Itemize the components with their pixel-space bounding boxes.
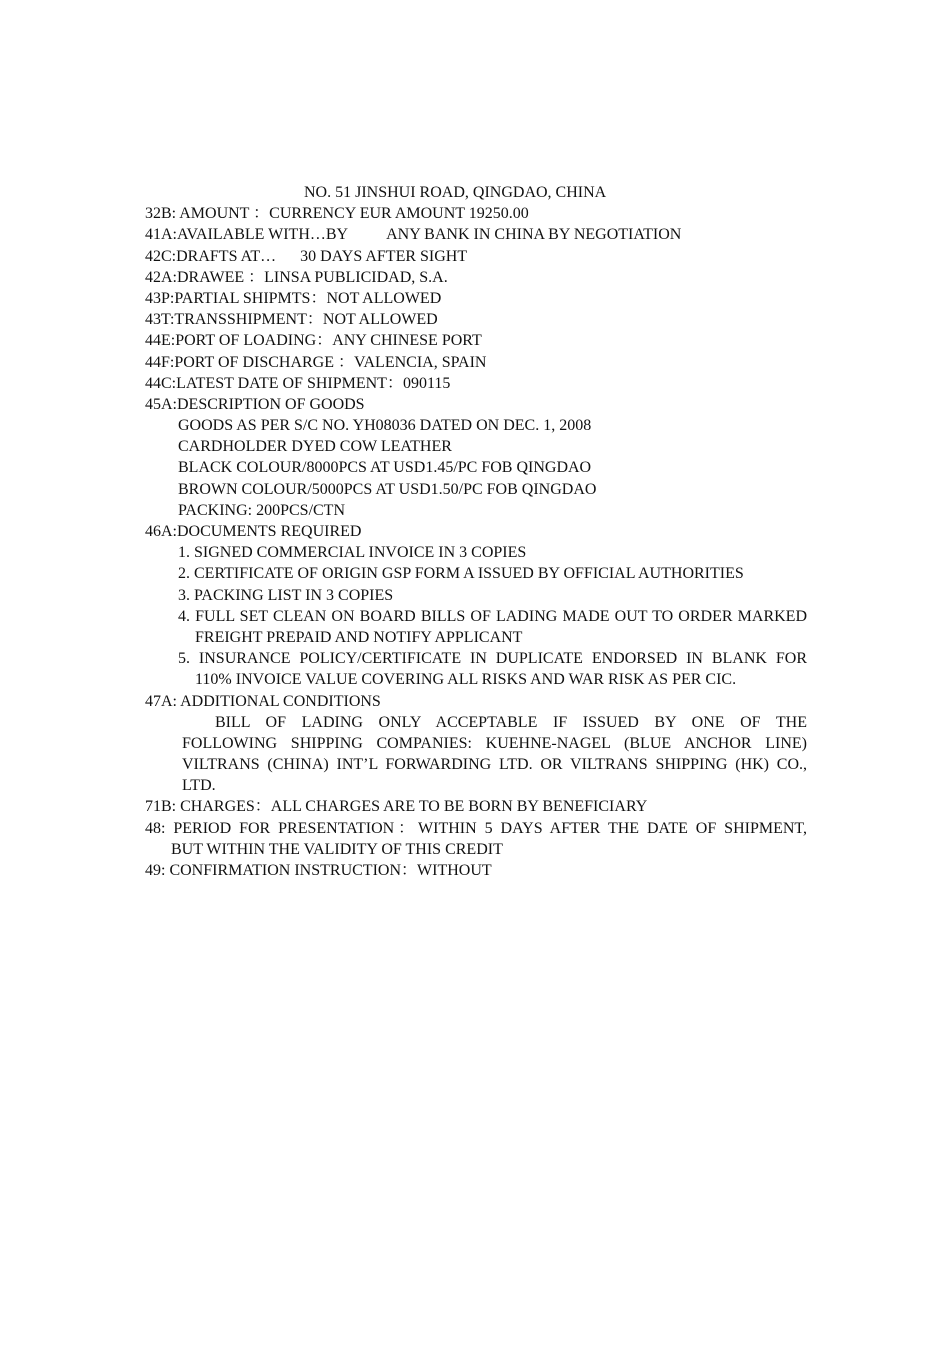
letter-of-credit-body (145, 182, 807, 881)
condition-line: VILTRANS (CHINA) INT’L FORWARDING LTD. OR VILTRANS SHIPPING (HK) CO., (182, 756, 807, 774)
field-71b-charges: 71B: CHARGES：ALL CHARGES ARE TO BE BORN BY BENEFICIARY (145, 798, 648, 816)
document-item-4-continued: FREIGHT PREPAID AND NOTIFY APPLICANT (195, 628, 523, 646)
field-42c-label: 42C:DRAFTS AT… (145, 247, 277, 265)
field-45a-label: 45A:DESCRIPTION OF GOODS (145, 395, 365, 413)
field-48-presentation-period-continued: BUT WITHIN THE VALIDITY OF THIS CREDIT (171, 840, 503, 858)
field-48-presentation-period: 48: PERIOD FOR PRESENTATION：WITHIN 5 DAYS AFTER THE DATE OF SHIPMENT, (145, 819, 807, 837)
goods-line: PACKING: 200PCS/CTN (178, 501, 346, 519)
field-42a-drawee: 42A:DRAWEE ：LINSA PUBLICIDAD, S.A. (145, 268, 448, 286)
field-42c-value: 30 DAYS AFTER SIGHT (300, 247, 468, 265)
field-42c-drafts-at (145, 246, 807, 267)
condition-line: LTD. (182, 777, 216, 795)
beneficiary-address: NO. 51 JINSHUI ROAD, QINGDAO, CHINA (304, 184, 607, 201)
field-43t-transshipment: 43T:TRANSSHIPMENT：NOT ALLOWED (145, 311, 438, 329)
field-41a-value: ANY BANK IN CHINA BY NEGOTIATION (386, 226, 682, 244)
document-item-5: 5. INSURANCE POLICY/CERTIFICATE IN DUPLICATE ENDORSED IN BLANK FOR (178, 650, 807, 668)
document-item-5-continued: 110% INVOICE VALUE COVERING ALL RISKS AND WAR RISK AS PER CIC. (195, 671, 737, 689)
field-44f-port-of-discharge: 44F:PORT OF DISCHARGE ：VALENCIA, SPAIN (145, 353, 487, 371)
condition-line: FOLLOWING SHIPPING COMPANIES: KUEHNE-NAGEL (BLUE ANCHOR LINE) (182, 734, 807, 752)
field-41a-label: 41A:AVAILABLE WITH…BY (145, 226, 349, 244)
field-44e-port-of-loading: 44E:PORT OF LOADING：ANY CHINESE PORT (145, 332, 482, 350)
document-item-4: 4. FULL SET CLEAN ON BOARD BILLS OF LADING MADE OUT TO ORDER MARKED (178, 607, 807, 625)
field-41a-available-with (145, 224, 807, 245)
field-46a-label: 46A:DOCUMENTS REQUIRED (145, 523, 362, 540)
condition-line: BILL OF LADING ONLY ACCEPTABLE IF ISSUED BY ONE OF THE (215, 713, 807, 731)
field-44c-latest-shipment-date: 44C:LATEST DATE OF SHIPMENT：090115 (145, 374, 451, 392)
goods-line: BROWN COLOUR/5000PCS AT USD1.50/PC FOB QINGDAO (178, 480, 597, 498)
goods-line: GOODS AS PER S/C NO. YH08036 DATED ON DEC. 1, 2008 (178, 417, 592, 435)
field-32b-amount: 32B: AMOUNT ：CURRENCY EUR AMOUNT 19250.00 (145, 205, 529, 223)
field-49-confirmation: 49: CONFIRMATION INSTRUCTION：WITHOUT (145, 862, 492, 879)
field-43p-partial-shipments: 43P:PARTIAL SHIPMTS：NOT ALLOWED (145, 289, 442, 307)
goods-line: CARDHOLDER DYED COW LEATHER (178, 438, 452, 456)
field-47a-label: 47A: ADDITIONAL CONDITIONS (145, 692, 381, 710)
document-item-2: 2. CERTIFICATE OF ORIGIN GSP FORM A ISSUED BY OFFICIAL AUTHORITIES (178, 565, 744, 583)
document-item-3: 3. PACKING LIST IN 3 COPIES (178, 586, 394, 604)
goods-line: BLACK COLOUR/8000PCS AT USD1.45/PC FOB QINGDAO (178, 459, 592, 477)
document-item-1: 1. SIGNED COMMERCIAL INVOICE IN 3 COPIES (178, 544, 527, 562)
